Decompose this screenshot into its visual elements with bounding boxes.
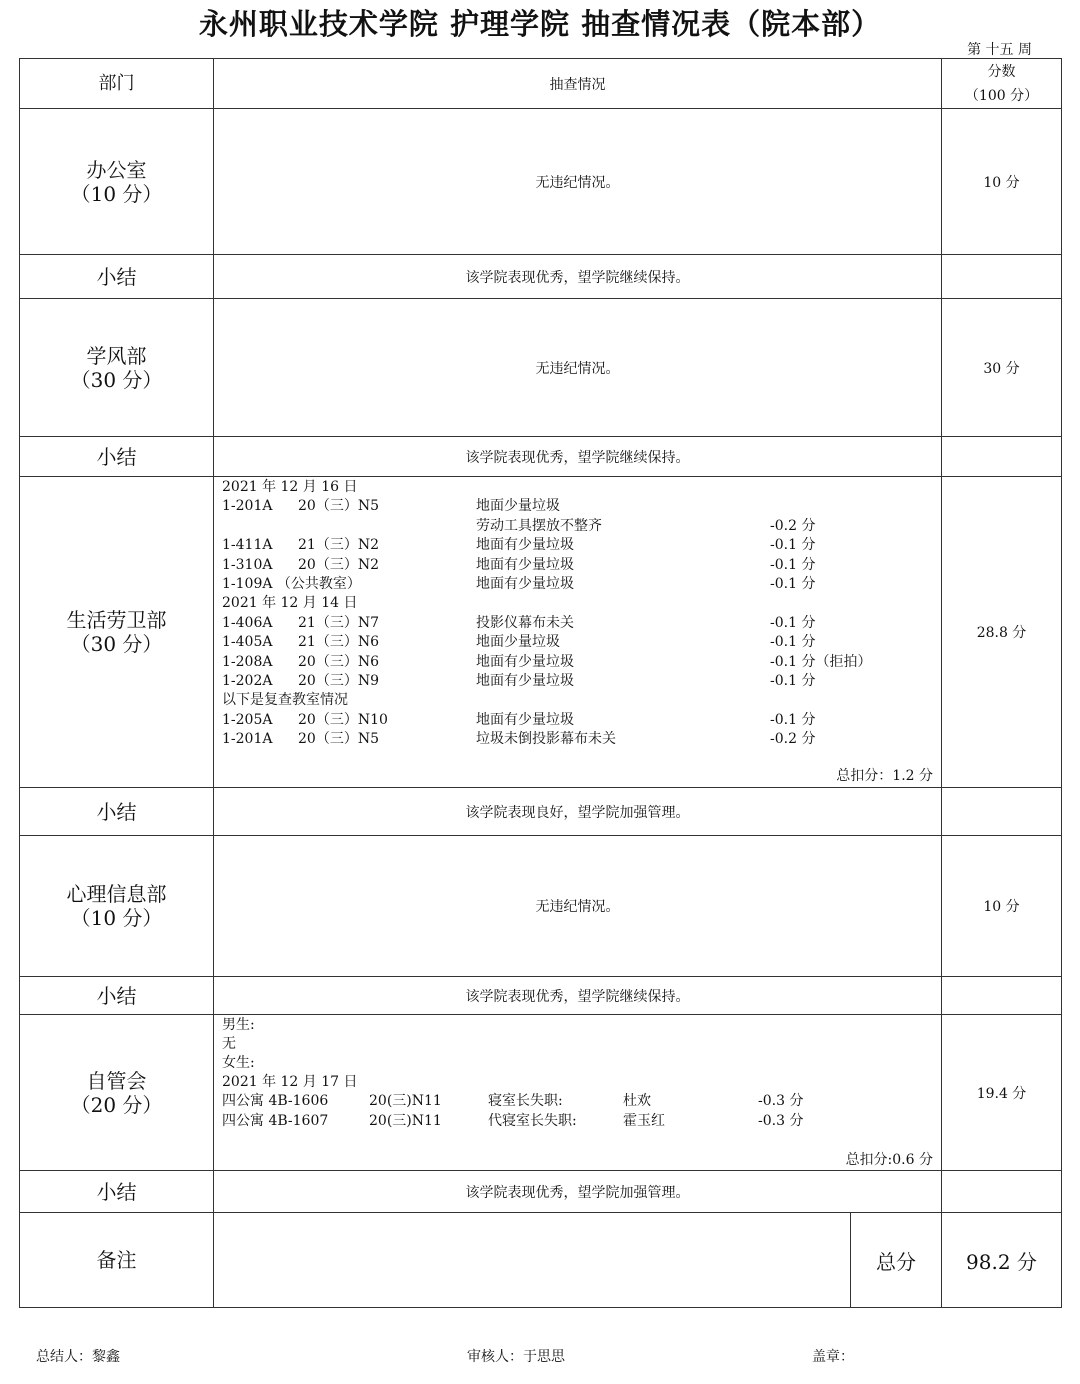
- self-row-c4: 霍玉红: [623, 1112, 665, 1129]
- self-row-c3: 代寝室长失职:: [488, 1112, 577, 1129]
- life-line-c3: 地面少量垃圾: [476, 498, 560, 515]
- life-points: （30 分）: [70, 632, 163, 656]
- study-row: [20, 299, 1062, 437]
- week-label: 第 十五 周: [967, 42, 1032, 58]
- self-row-c1: 四公寓 4B-1607: [222, 1112, 329, 1129]
- life-line-c3: 地面有少量垃圾: [476, 576, 574, 592]
- psych-summary-row: [20, 977, 1062, 1015]
- self-summary-row: [20, 1171, 1062, 1213]
- office-score: 10 分: [942, 109, 1062, 255]
- life-line-c1: 1-405A: [222, 634, 273, 651]
- office-row: [20, 109, 1062, 255]
- life-summary: 该学院表现良好，望学院加强管理。: [214, 788, 942, 836]
- life-line-c1: 1-109A （公共教室）: [222, 576, 361, 592]
- inspection-table: [19, 58, 1062, 1308]
- study-dept: [20, 299, 214, 437]
- life-line-c4: -0.1 分: [770, 576, 816, 592]
- life-line-c1: 1-406A: [222, 614, 273, 631]
- study-situation: 无违纪情况。: [214, 299, 942, 437]
- psych-points: （10 分）: [70, 906, 163, 930]
- self-row-c5: -0.3 分: [758, 1112, 804, 1129]
- life-line-c4: -0.1 分: [770, 634, 816, 651]
- self-row-c5: -0.3 分: [758, 1093, 804, 1109]
- study-name: 学风部: [86, 343, 147, 368]
- self-points: （20 分）: [70, 1092, 163, 1117]
- life-line-c3: 投影仪幕布未关: [476, 614, 574, 631]
- psych-name: 心理信息部: [66, 882, 167, 906]
- life-line-c4: -0.1 分: [770, 711, 816, 728]
- office-summary-label: 小结: [20, 255, 214, 299]
- footer-summarizer: 总结人：黎鑫: [36, 1349, 120, 1365]
- life-line-c4: -0.2 分: [770, 731, 816, 748]
- life-line-c2: 20（三）N5: [298, 498, 379, 515]
- life-dept: [20, 477, 214, 788]
- self-row-c1: 四公寓 4B-1606: [222, 1093, 329, 1109]
- self-row-c2: 20(三)N11: [369, 1093, 442, 1109]
- remark-content: [214, 1213, 851, 1308]
- psych-dept: [20, 836, 214, 977]
- footer-stamp: 盖章：: [812, 1349, 854, 1365]
- self-row-c2: 20(三)N11: [369, 1112, 442, 1129]
- office-summary: 该学院表现优秀，望学院继续保持。: [214, 255, 942, 299]
- life-line-c2: 21（三）N2: [298, 537, 379, 554]
- office-summary-score: [942, 255, 1062, 299]
- self-total: 总扣分:0.6 分: [845, 1152, 933, 1168]
- study-summary-row: [20, 437, 1062, 477]
- study-summary: 该学院表现优秀，望学院继续保持。: [214, 437, 942, 477]
- office-summary-row: [20, 255, 1062, 299]
- self-details: [214, 1015, 942, 1171]
- psych-summary: 该学院表现优秀，望学院继续保持。: [214, 977, 942, 1015]
- self-score: 19.4 分: [942, 1015, 1062, 1171]
- life-line-c1: 1-202A: [222, 673, 273, 689]
- life-line-c1: 2021 年 12 月 16 日: [222, 479, 358, 495]
- self-summary-score: [942, 1171, 1062, 1213]
- life-line-c2: 21（三）N6: [298, 634, 379, 651]
- life-line-c4: -0.1 分: [770, 537, 816, 554]
- life-line-c2: 20（三）N2: [298, 556, 379, 573]
- study-summary-score: [942, 437, 1062, 477]
- remark-label: 备注: [20, 1213, 214, 1308]
- psych-situation: 无违纪情况。: [214, 836, 942, 977]
- life-line-c1: 1-208A: [222, 653, 273, 670]
- life-score: 28.8 分: [942, 477, 1062, 788]
- psych-summary-score: [942, 977, 1062, 1015]
- life-line-c1: 1-201A: [222, 498, 273, 515]
- self-dept: [20, 1015, 214, 1171]
- self-summary: 该学院表现优秀，望学院加强管理。: [214, 1171, 942, 1213]
- life-line-c1: 2021 年 12 月 14 日: [222, 595, 358, 612]
- life-line-c1: 以下是复查教室情况: [222, 692, 348, 709]
- header-row: [20, 59, 1062, 109]
- footer-reviewer: 审核人：于思思: [467, 1349, 565, 1365]
- life-line-c1: 1-411A: [222, 537, 273, 554]
- study-summary-label: 小结: [20, 437, 214, 477]
- life-line-c1: 1-201A: [222, 731, 273, 748]
- header-situation: 抽查情况: [214, 59, 942, 109]
- life-line-c4: -0.1 分: [770, 556, 816, 573]
- life-line-c1: 1-205A: [222, 711, 273, 728]
- office-points: （10 分）: [70, 181, 163, 206]
- self-male-value: 无: [222, 1036, 236, 1052]
- office-situation: 无违纪情况。: [214, 109, 942, 255]
- life-line-c4: -0.1 分（拒拍）: [770, 653, 872, 670]
- life-line-c2: 20（三）N6: [298, 653, 379, 670]
- life-details: [214, 477, 942, 788]
- study-score: 30 分: [942, 299, 1062, 437]
- life-line-c2: 20（三）N10: [298, 711, 388, 728]
- life-row: [20, 477, 1062, 788]
- self-male-label: 男生:: [222, 1017, 255, 1033]
- life-summary-score: [942, 788, 1062, 836]
- header-score-line1: 分数: [987, 63, 1016, 80]
- life-line-c2: 20（三）N9: [298, 673, 379, 689]
- life-line-c2: 20（三）N5: [298, 731, 379, 748]
- self-row-c3: 寝室长失职:: [488, 1093, 563, 1109]
- remark-row: [20, 1213, 1062, 1308]
- self-summary-label: 小结: [20, 1171, 214, 1213]
- header-score: [942, 59, 1062, 109]
- self-date: 2021 年 12 月 17 日: [222, 1074, 358, 1090]
- life-line-c3: 劳动工具摆放不整齐: [476, 517, 602, 534]
- life-line-c1: 1-310A: [222, 556, 273, 573]
- header-dept: 部门: [20, 59, 214, 109]
- life-line-c2: 21（三）N7: [298, 614, 379, 631]
- life-line-c3: 地面有少量垃圾: [476, 653, 574, 670]
- life-name: 生活劳卫部: [66, 608, 167, 632]
- psych-row: [20, 836, 1062, 977]
- header-score-line2: （100 分）: [964, 87, 1039, 104]
- life-total: 总扣分：1.2 分: [836, 768, 933, 784]
- psych-score: 10 分: [942, 836, 1062, 977]
- life-summary-label: 小结: [20, 788, 214, 836]
- self-female-label: 女生:: [222, 1055, 255, 1071]
- life-line-c3: 地面少量垃圾: [476, 634, 560, 651]
- life-line-c4: -0.1 分: [770, 673, 816, 689]
- life-line-c3: 垃圾未倒投影幕布未关: [476, 731, 616, 748]
- life-line-c3: 地面有少量垃圾: [476, 556, 574, 573]
- life-line-c3: 地面有少量垃圾: [476, 711, 574, 728]
- self-name: 自管会: [86, 1068, 147, 1093]
- self-row-c4: 杜欢: [623, 1093, 651, 1109]
- total-label: 总分: [851, 1213, 942, 1308]
- total-value: 98.2 分: [942, 1213, 1062, 1308]
- life-line-c4: -0.1 分: [770, 614, 816, 631]
- office-name: 办公室: [86, 157, 147, 182]
- self-row: [20, 1015, 1062, 1171]
- page-title: 永州职业技术学院 护理学院 抽查情况表（院本部）: [198, 7, 882, 41]
- life-summary-row: [20, 788, 1062, 836]
- psych-summary-label: 小结: [20, 977, 214, 1015]
- life-line-c3: 地面有少量垃圾: [476, 537, 574, 554]
- office-dept: [20, 109, 214, 255]
- study-points: （30 分）: [70, 367, 163, 392]
- life-line-c4: -0.2 分: [770, 517, 816, 534]
- life-line-c3: 地面有少量垃圾: [476, 673, 574, 689]
